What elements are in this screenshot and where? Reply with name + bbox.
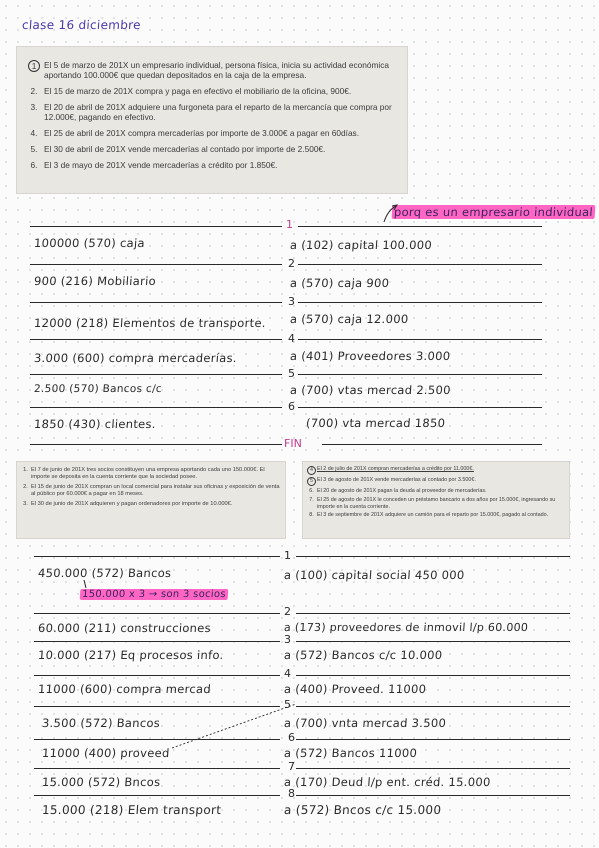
statement-item: 1 El 5 de marzo de 201X un empresario individual, persona física, inicia su actividad económica aportando 100.000€ que quedan depositados en la caja de la empresa. [24, 60, 398, 80]
journal-credit: a (700) vnta mercad 3.500 [283, 716, 447, 730]
statement-item: 6. El 3 de mayo de 201X vende mercaderías a crédito por 1.850€. [30, 160, 278, 170]
journal-rule [34, 739, 280, 740]
journal-rule [30, 226, 282, 227]
journal-credit: a (572) Bancos 11000 [283, 746, 418, 760]
journal-debit: 450.000 (572) Bancos [37, 566, 172, 580]
journal-debit: 12000 (218) Elementos de transporte. [33, 316, 267, 330]
journal-debit: 3.500 (572) Bancos [41, 716, 161, 730]
step-number: 3 [288, 295, 295, 308]
journal-rule [296, 613, 570, 614]
circled-number: 4 [307, 466, 316, 475]
journal-rule [30, 302, 282, 303]
journal-rule [298, 339, 542, 340]
statement-item: 3. El 30 de junio de 201X adquieren y pagan ordenadores por importe de 10.000€. [23, 501, 233, 507]
journal-debit: 15.000 (218) Elem transport [41, 803, 222, 817]
journal-rule [30, 407, 282, 408]
journal-rule [34, 641, 280, 642]
journal-debit: 11000 (600) compra mercad [37, 682, 212, 696]
step-number: 4 [288, 332, 295, 345]
statement-item: 5 El 3 de agosto de 201X vende mercaderías al contado por 3.500€. [306, 477, 564, 486]
end-rule [322, 444, 542, 445]
journal-rule [34, 556, 280, 557]
journal-rule [30, 264, 282, 265]
journal-rule [296, 768, 570, 769]
journal-rule [298, 226, 542, 227]
journal-credit: a (100) capital social 450 000 [283, 568, 466, 582]
journal-debit: 100000 (570) caja [33, 236, 146, 250]
journal-rule [30, 374, 282, 375]
journal-credit: a (173) proveedores de inmovil l/p 60.000 [283, 621, 529, 634]
statement-item: 1. El 7 de junio de 201X tres socios constituyen una empresa aportando cada uno 150.000€. El importe se deposita en la cuenta corriente que la sociedad posee. [23, 467, 265, 480]
statement-item: 7. El 25 de agosto de 201X le conceden un préstamo bancario a dos años por 15.000€, ingresando su importe en la cuenta corriente. [309, 496, 556, 510]
journal-rule [34, 613, 280, 614]
journal-rule [298, 302, 542, 303]
journal-credit: a (102) capital 100.000 [289, 238, 433, 252]
page-title: clase 16 diciembre [21, 18, 142, 32]
journal-debit: 11000 (400) proveed [41, 746, 171, 760]
statement-item: 2. El 15 de junio de 201X compran un local comercial para instalar sus oficinas y exposición de venta al público por 60.000€ a pagar en 18 meses. [23, 484, 280, 497]
journal-rule [34, 795, 280, 796]
journal-rule [34, 706, 280, 707]
step-number: 4 [284, 667, 291, 680]
end-label: FIN [284, 437, 302, 450]
exercise-1-statement-photo [16, 46, 408, 194]
step-number: 5 [288, 367, 295, 380]
step-number: 2 [288, 257, 295, 270]
journal-rule [298, 264, 542, 265]
journal-debit: 3.000 (600) compra mercaderías. [33, 351, 238, 365]
journal-credit: a (572) Bncos c/c 15.000 [283, 803, 442, 817]
journal-debit: 15.000 (572) Bncos [41, 775, 161, 789]
link-dashed-line [172, 704, 296, 748]
statement-item: 4. El 25 de abril de 201X compra mercaderías por importe de 3.000€ a pagar en 60días. [30, 128, 360, 138]
step-number: 3 [284, 633, 291, 646]
journal-rule [298, 374, 542, 375]
journal-credit: a (570) caja 12.000 [289, 312, 409, 326]
journal-rule [296, 675, 570, 676]
journal-rule [296, 641, 570, 642]
step-number: 5 [284, 698, 291, 711]
journal-rule [296, 706, 570, 707]
statement-item: 5. El 30 de abril de 201X vende mercaderías al contado por importe de 2.500€. [30, 144, 326, 154]
journal-credit: a (401) Proveedores 3.000 [289, 349, 451, 363]
statement-item: 4 El 2 de julio de 201X compran mercaderías a crédito por 11.000€. [306, 466, 564, 475]
statement-item: 3. El 20 de abril de 201X adquiere una furgoneta para el reparto de la mercancía que compra por 12.000€, pagando en efectivo. [30, 102, 392, 122]
journal-debit: 1850 (430) clientes. [33, 417, 157, 431]
journal-credit: a (170) Deud l/p ent. créd. 15.000 [283, 775, 492, 789]
step-number: 6 [288, 400, 295, 413]
journal-rule [30, 339, 282, 340]
journal-rule [298, 407, 542, 408]
circled-number: 5 [307, 477, 316, 486]
step-number: 6 [288, 731, 295, 744]
statement-item: 6. El 20 de agosto de 201X pagan la deuda al proveedor de mercaderías. [309, 488, 487, 494]
journal-credit: a (400) Proveed. 11000 [283, 682, 427, 696]
note-highlight: porq es un empresario individual [393, 205, 594, 219]
journal-credit: (700) vta mercad 1850 [305, 416, 446, 430]
journal-credit: a (570) caja 900 [289, 276, 390, 290]
journal-rule [296, 556, 570, 557]
journal-debit: 2.500 (570) Bancos c/c [33, 383, 163, 395]
note-highlight: 150.000 x 3 → son 3 socios [81, 589, 227, 600]
journal-rule [34, 675, 280, 676]
exercise-2-statement-photo-right [302, 461, 570, 539]
end-rule [30, 444, 282, 445]
step-number: 1 [286, 218, 293, 231]
journal-debit: 60.000 (211) construcciones [37, 621, 212, 635]
step-number: 1 [284, 549, 291, 562]
exercise-2-statement-photo-left [16, 461, 286, 539]
statement-item: 8. El 3 de septiembre de 201X adquiere un camión para el reparto por 15.000€, pagado al contado. [309, 512, 549, 519]
statement-item: 2. El 15 de marzo de 201X compra y paga en efectivo el mobiliario de la oficina, 900€. [30, 86, 352, 96]
circled-number: 1 [28, 60, 40, 72]
note-arrow [84, 580, 86, 588]
journal-rule [296, 795, 570, 796]
step-number: 7 [288, 760, 295, 773]
journal-credit: a (700) vtas mercad 2.500 [289, 383, 452, 397]
journal-debit: 10.000 (217) Eq procesos info. [37, 648, 225, 662]
journal-rule [296, 739, 570, 740]
journal-debit: 900 (216) Mobiliario [33, 274, 157, 288]
step-number: 8 [288, 787, 295, 800]
journal-credit: a (572) Bancos c/c 10.000 [283, 648, 443, 662]
step-number: 2 [284, 605, 291, 618]
journal-rule [34, 768, 280, 769]
